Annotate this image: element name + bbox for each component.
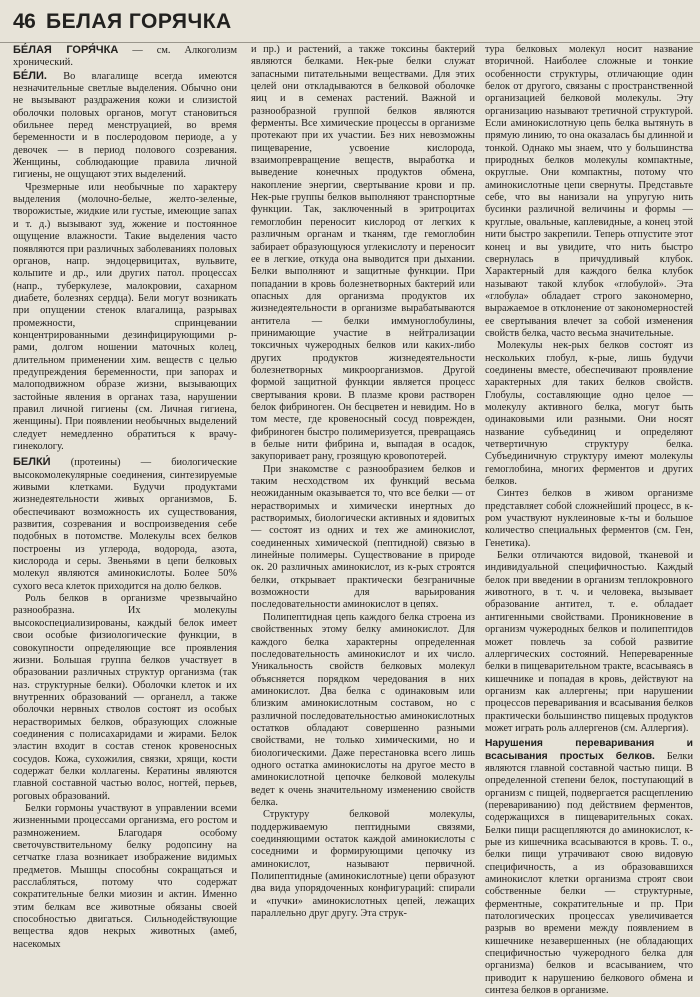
paragraph-text: Синтез белков в живом организме представляет собой сложнейший процесс, в к-ром участвуют нуклеиновые к-ты и большое количество специальных ферментов (см. Ген, Генетика). bbox=[485, 488, 693, 549]
paragraph-text: Молекулы нек-рых белков состоят из нескольких глобул, к-рые, лишь будучи соединены вместе, обеспечивают проявление характерных для таких белков свойств. Глобулы, составляющие одно целое — молекулу активного белка, могут быть одинаковыми или разными. Они носят название субъединиц и определяют четвертичную структуру белка. Субъединичную структуру имеют молекулы гемоглобина, многих ферментов и других белков. bbox=[485, 340, 693, 488]
paragraph bbox=[13, 182, 237, 454]
paragraph bbox=[485, 44, 693, 340]
paragraph-text: и пр.) и растений, а также токсины бактерий являются белками. Нек-рые белки служат запасными питательными веществами. Для этих целей они откладываются в белковой оболочке яиц и в семенах растений. Важной и разнообразной группой белков являются ферменты. Все химические процессы в организме протекают при их участии. Без них невозможны пищеварение, усвоение кислорода, взаимопревращение веществ, выработка и выведение конечных продуктов обмена, накопление энергии, свертывание крови и пр. Нек-рые группы белков выполняют транспортные функции. Так, заключенный в эритроцитах гемоглобин переносит кислород от легких к различным органам и тканям, где гемоглобин забирает образующуюся углекислоту и переносит ее в легкие, откуда она выводится при дыхании. Белки выполняют и защитные функции. При попадании в кровь болезнетворных бактерий или опасных для организма продуктов их жизнедеятельности в организме вырабатываются антитела — белки иммуноглобулины, принимающие участие в нейтрализации токсичных чужеродных белков или каких-либо других продуктов жизнедеятельности болезнетворных микроорганизмов. Другой формой защитной функции является процесс свертывания крови. В плазме крови растворен белок фибриноген. Он бесцветен и невидим. Но в том месте, где кровеносный сосуд поврежден, фибриноген быстро полимеризуется, превращаясь в белые нити фибрина и, выпадая в осадок, закупоривает рану, грозящую кровопотерей. bbox=[251, 44, 475, 463]
text-column-3 bbox=[485, 44, 693, 997]
page-number: 46 bbox=[13, 10, 36, 33]
paragraph-text: Белки отличаются видовой, тканевой и индивидуальной специфичностью. Каждый белок при введении в организм теплокровного животного, в т. ч. и человека, вызывает образование антител, т. е. обладает антигенными свойствами. Проникновение в организм чужеродных белков и полипептидов может повлечь за собой развитие аллергических состояний. Непереваренные белки в пищеварительном тракте, всасываясь в кишечнике и попадая в кровь, действуют на организм как аллергены; при нарушении процессов переваривания и всасывания белков практически большинство пищевых продуктов может играть роль аллергенов (см. Аллергия). bbox=[485, 550, 693, 734]
paragraph bbox=[485, 340, 693, 488]
paragraph-text: тура белковых молекул носит название вторичной. Наиболее сложные и тонкие особенности структуры, отличающие один белок от другого, связаны с пространственной организацией белковой молекулы. Эту организацию называют третичной структурой. Если аминокислотную цепь белка вытянуть в прямую линию, то она оказалась бы длинной и тонкой. Однако мы знаем, что у большинства природных белков молекулы компактные, округлые. Они компактны, потому что аминокислотные цепи свернуты. Представьте себе, что вы нанизали на упругую нить бусинки различной величины и формы — круглые, овальные, каплевидные, а конец этой нити быстро закрепили. Теперь отпустите этот конец и вы увидите, что нить быстро свернулась в причудливый клубок. Характерный для каждого белка клубок называют такой клубок «глобулой». Эта «глобула» обладает строго закономерно, выражаемое в отклонение от закономерностей ее свертывания влечет за собой изменения свойств белка, часто весьма значительные. bbox=[485, 44, 693, 339]
paragraph-text: — см. Алкоголизм хронический. bbox=[13, 45, 237, 69]
paragraph bbox=[251, 809, 475, 920]
paragraph bbox=[13, 593, 237, 803]
paragraph bbox=[13, 803, 237, 951]
paragraph bbox=[251, 44, 475, 464]
page-header bbox=[0, 0, 700, 43]
paragraph-text: При знакомстве с разнообразием белков и таким несходством их функций весьма неожиданным оказывается то, что все белки — от нерастворимых и химически инертных до растворимых, биологически активных и ядовитых — состоят из одних и тех же аминокислот, соединенных химической (пептидной) связью в линейные полимеры. Существование в природе ок. 20 различных аминокислот, из к-рых строятся белки, открывает практически безграничные возможности для варьирования последовательности аминокислот в цепях. bbox=[251, 463, 475, 611]
text-column-1 bbox=[13, 44, 237, 950]
paragraph bbox=[485, 738, 693, 997]
paragraph-text: Роль белков в организме чрезвычайно разнообразна. Их молекулы высокоспециализированы, каждый белок имеет свои особые физиологические функции, в совокупности определяющие все проявления жизни. Большая группа белков участвует в образовании различных структур организма (так наз. структурные белки). Оболочки клеток и их внутренних образований — органелл, а также оболочки нервных стволов состоят из особых нерастворимых белков, образующих сложные соединения с полисахаридами и жирами. Белок эластин входит в состав стенок кровеносных сосудов. Кожа, сухожилия, связки, хрящи, кости содержат белки коллагены. Кератины являются главной составной частью волос, ногтей, перьев, роговых образований. bbox=[13, 593, 237, 802]
subsection-heading: Нарушения переваривания и всасывания простых белков. bbox=[485, 738, 693, 762]
entry-headword: БЕ́ЛАЯ ГОРЯ́ЧКА bbox=[13, 44, 119, 56]
entry-headword: БЕ́ЛИ. bbox=[13, 69, 47, 82]
running-head: БЕЛАЯ ГОРЯЧКА bbox=[46, 10, 232, 33]
entry-headword: БЕЛКИ́ bbox=[13, 456, 51, 469]
paragraph bbox=[13, 44, 237, 70]
paragraph-text: Белки гормоны участвуют в управлении всеми жизненными процессами организма, его ростом и размножением. Благодаря особому светочувствительному белку родопсину на сетчатке глаза возникает изображение видимых предметов. Мышцы способны сокращаться и расслабляться, потому что содержат сократительные белки миозин и актин. Именно этим белкам все животные обязаны своей способностью двигаться. Сильнодействующие вещества ядов некрых животных (амеб, насекомых bbox=[13, 802, 237, 950]
paragraph bbox=[251, 464, 475, 612]
paragraph bbox=[13, 70, 237, 182]
paragraph bbox=[13, 456, 237, 593]
paragraph-text: (протеины) — биологические высокомолекулярные соединения, синтезируемые живыми клетками. Будучи продуктами жизнедеятельности живых организмов, Б. обеспечивают возможность их существования, развития, созревания и воспроизведения себе подобных в потомстве. Молекулы всех белков построены из углерода, водорода, азота, кислорода и серы. Звеньями в цепи белковых молекул являются аминокислоты. Более 50% сухого веса клеток приходится на долю белков. bbox=[13, 457, 237, 592]
paragraph-text: Белки являются главной составной частью пищи. В определенной степени белок, поступающий в организм с пищей, подвергается расщеплению (перевариванию) под действием ферментов, содержащихся в пищеварительных соках. Белки пищи расщепляются до аминокислот, к-рые из кишечника всасываются в кровь. Т. о., белки пищи утрачивают свою видовую специфичность, а из образовавшихся аминокислот клетки организма строят свои собственные белки — структурные, ферментные, сократительные и пр. При патологических процессах увеличивается разрыв во времени между появлением в кишечнике незавершенных (не обладающих специфичностью чужеродного белка для организма) белков и всасыванием, что приводит к нарушению белкового обмена и синтеза белков в организме. bbox=[485, 750, 693, 997]
paragraph bbox=[485, 550, 693, 735]
text-column-2 bbox=[251, 44, 475, 922]
paragraph-text: Во влагалище всегда имеются незначительные светлые выделения. Обычно они не вызывают раздражения кожи и слизистой оболочки половых органов, могут становиться обильнее перед менструацией, во время беременности и в послеродовом периоде, а у девочек — в период полового созревания. Женщины, соблюдающие правила личной гигиены, не ощущают этих выделений. bbox=[13, 70, 237, 181]
paragraph bbox=[485, 488, 693, 550]
paragraph-text: Чрезмерные или необычные по характеру выделения (молочно-белые, желто-зеленые, творожистые, жидкие или густые, имеющие запах и т. д.) вызывают зуд, жжение и постоянное ощущение влажности. Такие выделения часто появляются при различных заболеваниях половых органов, напр. эндоцервицитах, вульвите, кольпите и др., или других патол. процессах (напр., туберкулезе, малокровии, сахарном диабете, болезнях сердца). Бели могут возникать при опущении стенок влагалища, разрывах промежности, спринцевании концентрированными дезинфицирующими р-рами, долгом ношении маточных колец, длительном применении хим. веществ с целью предупреждения беременности, при запорах и малоподвижном образе жизни, вызывающих застойные явления в органах таза, нарушении правил личной гигиены (см. Личная гигиена, женщины). При появлении необычных выделений следует немедленно обратиться к врачу-гинекологу. bbox=[13, 181, 237, 452]
paragraph-text: Полипептидная цепь каждого белка строена из свойственных этому белку аминокислот. Для каждого белка характерны определенная последовательность аминокислот и их число. Уникальность свойств белковых молекул объясняется порядком чередования в них аминокислот. Два белка с одинаковым или близким аминокислотным составом, но с различной последовательностью аминокислотных остатков обладают совершенно разными свойствами, не только химическими, но и биологическими. Даже перестановка всего лишь одного остатка аминокислоты на другое место в аминокислотной цепочке белковой молекулы ведет к очень значительному изменению свойств белка. bbox=[251, 611, 475, 808]
paragraph bbox=[251, 612, 475, 810]
paragraph-text: Структуру белковой молекулы, поддерживаемую пептидными связями, соединяющими остаток каждой аминокислоты с соседними и формирующими цепочку из аминокислот, называют первичной. Полипептидные (аминокислотные) цепи образуют два вида упорядоченных конфигураций: спирали и «пучки» аминокислотных цепей, лежащих параллельно друг другу. Эта струк- bbox=[251, 809, 475, 920]
